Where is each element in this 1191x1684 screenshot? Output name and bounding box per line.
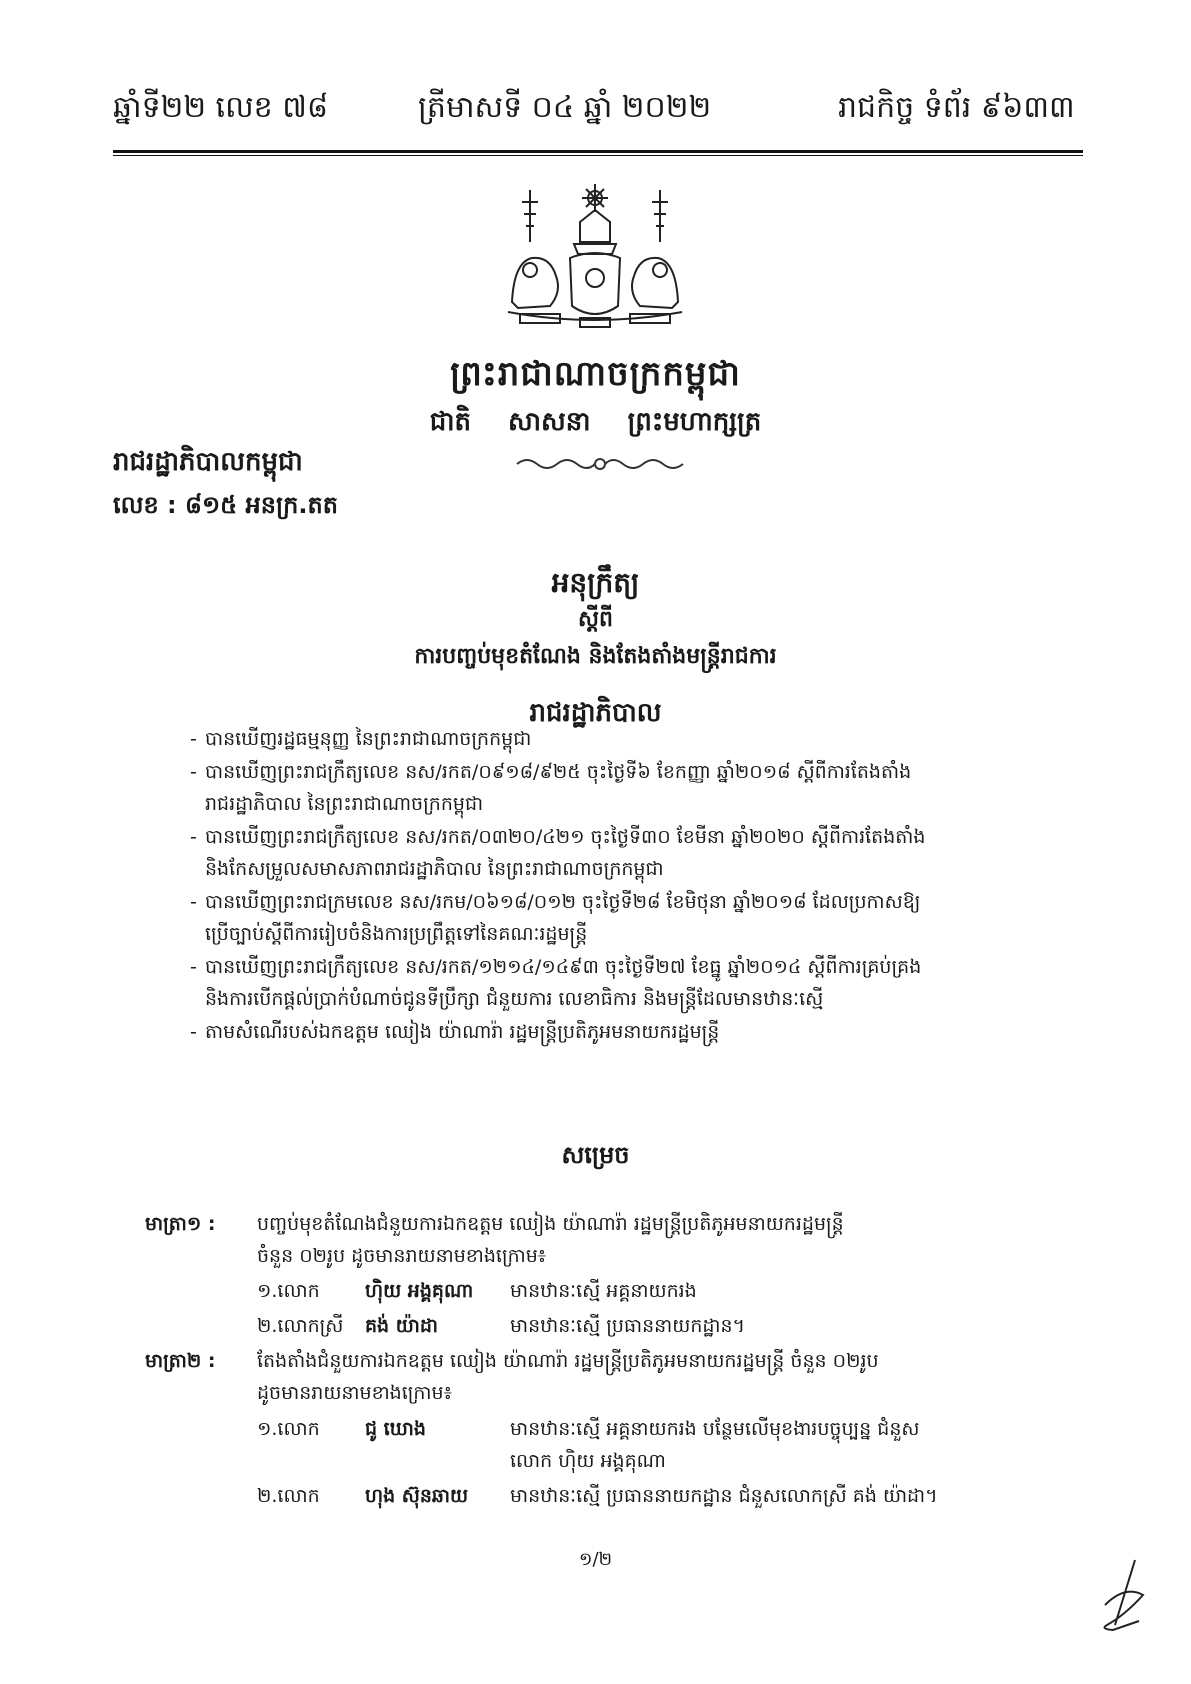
article-1-label: មាត្រា១ : (145, 1213, 216, 1235)
kingdom-name: ព្រះរាជាណាចក្រកម្ពុជា (450, 354, 741, 394)
visa-item: - បានឃើញព្រះរាជក្រឹត្យលេខ នស/រកត/១២១៤/១៤៩៣ ចុះថ្ងៃទី២៧ ខែធ្នូ ឆ្នាំ២០១៤ ស្តីពីការគ្រប់គ្រង (190, 956, 922, 978)
visa-item-continued: រាជរដ្ឋាភិបាល នៃព្រះរាជាណាចក្រកម្ពុជា (205, 793, 484, 815)
visa-item: - បានឃើញរដ្ឋធម្មនុញ្ញ នៃព្រះរាជាណាចក្រកម្ពុជា (190, 728, 532, 750)
motto-religion: សាសនា (508, 407, 591, 437)
visa-item-continued: និងកែសម្រួលសមាសភាពរាជរដ្ឋាភិបាល នៃព្រះរាជាណាចក្រកម្ពុជា (205, 858, 664, 880)
decision-heading: សម្រេច (561, 1141, 630, 1169)
document-about: ស្តីពី (578, 607, 613, 632)
issuing-government: រាជរដ្ឋាភិបាលកម្ពុជា (113, 447, 303, 477)
appointee-title: ១.លោក (257, 1280, 320, 1302)
gazette-page: រាជកិច្ច ទំព័រ ៩៦៣៣ (838, 90, 1075, 125)
appointee-name: ហ៊ិយ អង្គគុណា (365, 1280, 474, 1302)
appointee-rank: មានឋានៈស្មើ ប្រធាននាយកដ្ឋាន។ (510, 1315, 746, 1337)
initials-signature-icon (1095, 1555, 1155, 1635)
national-motto (0, 405, 1191, 443)
appointee-name: ហុង ស៊ុនឆាយ (365, 1485, 469, 1507)
decorative-ornament-divider (515, 454, 685, 474)
appointee-rank: មានឋានៈស្មើ អគ្គនាយករង (510, 1280, 697, 1302)
header-rule (113, 150, 1083, 153)
sub-decree-number: លេខ : ៨១៥ អនក្រ.តត (113, 491, 338, 519)
motto-king: ព្រះមហាក្សត្រ (627, 407, 762, 437)
article-2-text: តែងតាំងជំនួយការឯកឧត្តម ឈៀង យ៉ាណារ៉ា រដ្ឋមន្ត្រីប្រតិភូអមនាយករដ្ឋមន្ត្រី ចំនួន ០២រូប (257, 1350, 879, 1372)
visa-item-continued: ប្រើច្បាប់ស្តីពីការរៀបចំនិងការប្រព្រឹត្តទៅនៃគណៈរដ្ឋមន្ត្រី (205, 923, 588, 945)
appointee-rank-cont: លោក ហ៊ិយ អង្គគុណា (510, 1450, 666, 1472)
appointee-rank: មានឋានៈស្មើ អគ្គនាយករង បន្ថែមលើមុខងារបច្ចុប្បន្ន ជំនួស (510, 1418, 920, 1440)
appointee-name: ជូ ឃោង (365, 1418, 426, 1440)
document-type: អនុក្រឹត្យ (551, 566, 640, 599)
article-2-text-cont: ដូចមានរាយនាមខាងក្រោម៖ (257, 1382, 452, 1404)
visa-item-continued: និងការបើកផ្តល់ប្រាក់បំណាច់ជូនទីប្រឹក្សា ជំនួយការ លេខាធិការ និងមន្ត្រីដែលមានឋានៈស្មើ (205, 988, 824, 1010)
article-2-label: មាត្រា២ : (145, 1350, 216, 1372)
appointee-title: ២.លោក (257, 1485, 320, 1507)
visa-item: - បានឃើញព្រះរាជក្រមលេខ នស/រកម/០៦១៨/០១២ ចុះថ្ងៃទី២៨ ខែមិថុនា ឆ្នាំ២០១៨ ដែលប្រកាសឱ្យ (190, 891, 921, 913)
visa-item: - បានឃើញព្រះរាជក្រឹត្យលេខ នស/រកត/០៩១៨/៩២៥ ចុះថ្ងៃទី៦ ខែកញ្ញា ឆ្នាំ២០១៨ ស្តីពីការតែងតាំង (190, 761, 912, 783)
article-1-text: បញ្ចប់មុខតំណែងជំនួយការឯកឧត្តម ឈៀង យ៉ាណារ៉ា រដ្ឋមន្ត្រីប្រតិភូអមនាយករដ្ឋមន្ត្រី (257, 1213, 844, 1235)
document-subject: ការបញ្ចប់មុខតំណែង និងតែងតាំងមន្ត្រីរាជការ (414, 644, 777, 669)
gazette-year-issue: ឆ្នាំទី២២ លេខ ៧៨ (113, 90, 329, 125)
motto-nation: ជាតិ (429, 407, 471, 437)
appointee-name: គង់ យ៉ាដា (365, 1315, 438, 1337)
page-number: ១/២ (578, 1549, 613, 1570)
appointee-rank: មានឋានៈស្មើ ប្រធាននាយកដ្ឋាន ជំនួសលោកស្រី គង់ យ៉ាដា។ (510, 1485, 938, 1507)
article-1-text-cont: ចំនួន ០២រូប ដូចមានរាយនាមខាងក្រោម៖ (257, 1245, 547, 1267)
header-rule-thin (113, 155, 1083, 156)
royal-coat-of-arms-emblem (500, 182, 690, 330)
appointee-title: ២.លោកស្រី (257, 1315, 344, 1337)
visa-item: - តាមសំណើរបស់ឯកឧត្តម ឈៀង យ៉ាណារ៉ា រដ្ឋមន្ត្រីប្រតិភូអមនាយករដ្ឋមន្ត្រី (190, 1021, 720, 1043)
government-heading: រាជរដ្ឋាភិបាល (529, 698, 662, 728)
gazette-quarter: ត្រីមាសទី ០៤ ឆ្នាំ ២០២២ (418, 90, 712, 125)
visa-item: - បានឃើញព្រះរាជក្រឹត្យលេខ នស/រកត/០៣២០/៤២១ ចុះថ្ងៃទី៣០ ខែមីនា ឆ្នាំ២០២០ ស្តីពីការតែងតាំង (190, 826, 926, 848)
appointee-title: ១.លោក (257, 1418, 320, 1440)
